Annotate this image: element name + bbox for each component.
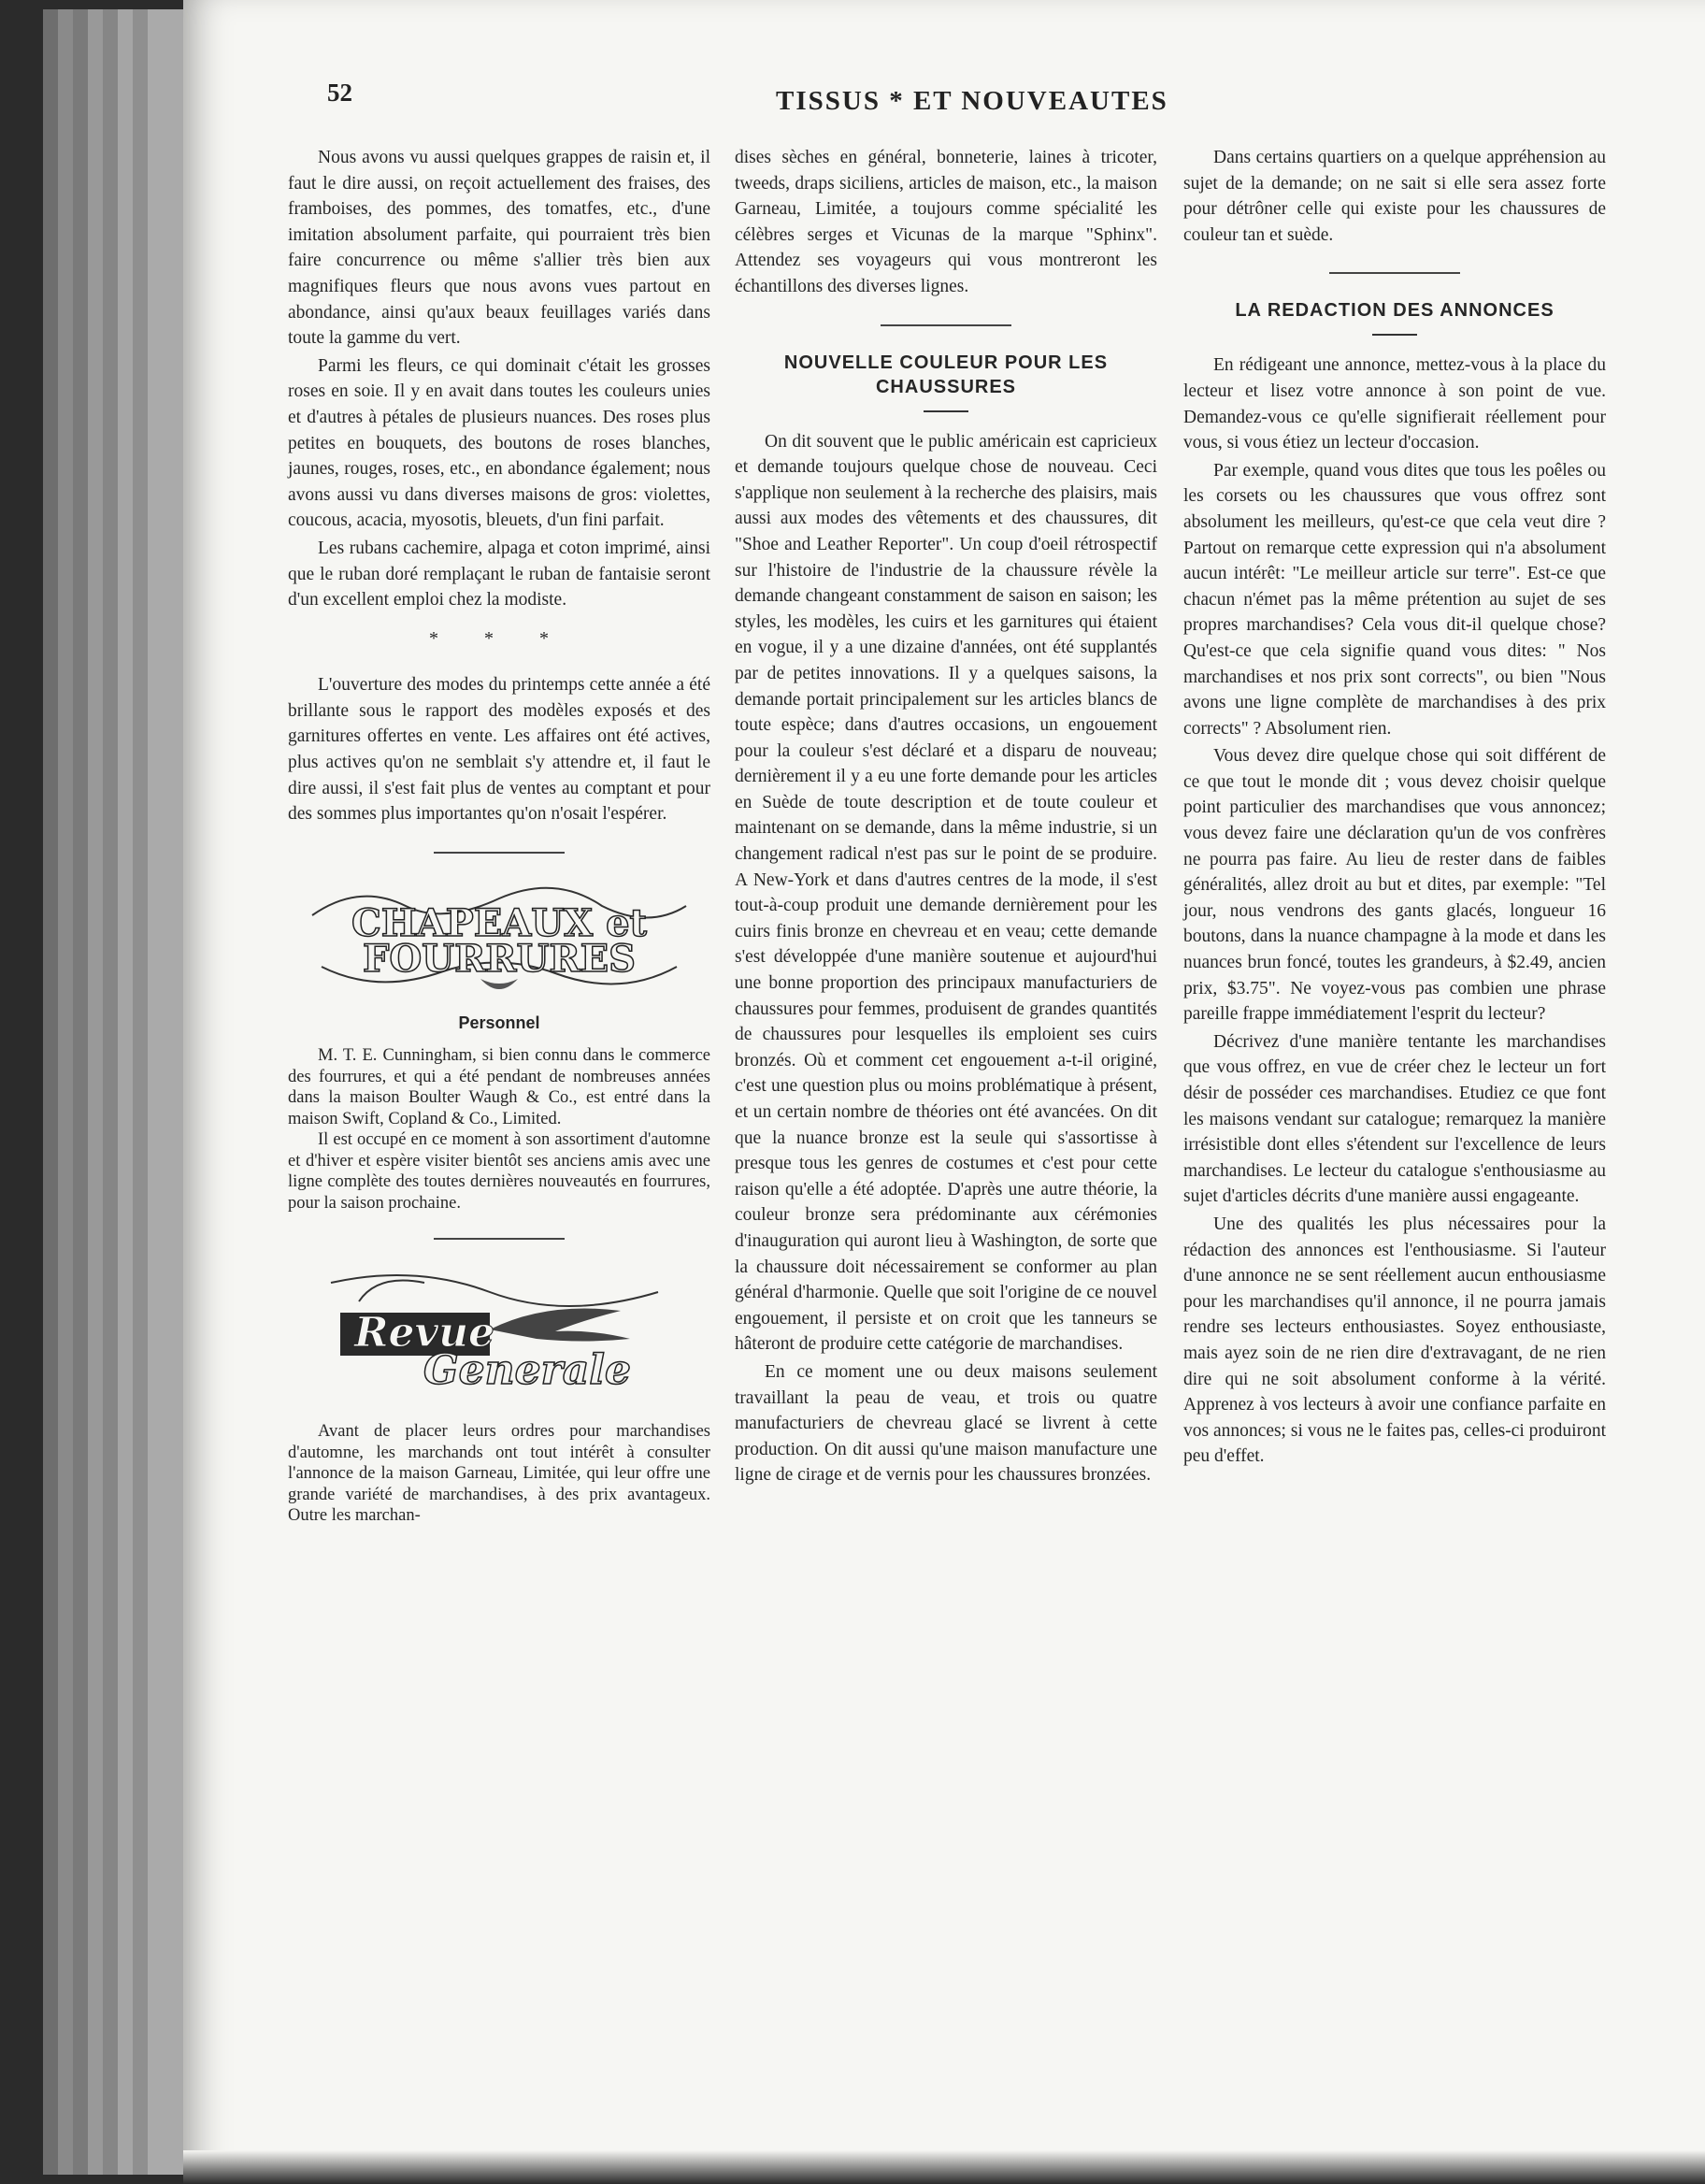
banner-title-line2: Generale	[423, 1346, 631, 1395]
page-number: 52	[327, 79, 352, 107]
paragraph: Vous devez dire quelque chose qui soit différent de ce que tout le monde dit ; vous devez choisir quelque point particulier des marchandises que vous annoncez; vous devez faire une déclaration qu'un de vos confrères ne pourra pas faire. Au lieu de rester dans de faibles généralités, allez droit au but et dites, par exemple: "Tel jour, nous vendrons des gants glacés, longueur 16 boutons, dans la nuance champagne à la mode et dans les nuances brun foncé, toutes les grandeurs, à $2.49, ancien prix, $3.75". Ne voyez-vous pas combien une phrase pareille frappe immédiatement l'esprit du lecteur?	[1183, 746, 1606, 1025]
banner-title-line1: Revue	[353, 1309, 495, 1358]
paragraph: En rédigeant une annonce, mettez-vous à la place du lecteur et lisez votre annonce à son point de vue. Demandez-vous ce qu'elle signifierait réellement pour vous, si vous étiez un lecteur d'occasion.	[1183, 355, 1606, 453]
section-heading: Personnel	[458, 1013, 540, 1032]
paragraph: Une des qualités les plus nécessaires pour la rédaction des annonces est l'enthousiasme. Si l'auteur d'une annonce ne se sent réellement aucun enthousiasme pour les marchandises qu'il annonce, il ne pourra jamais rendre ses lecteurs enthousiastes. Soyez enthousiaste, mais ayez soin de ne rien dire d'extravagant, de ne rien dire qui ne soit absolument conforme à la vérité. Apprenez à vos lecteurs à avoir une confiance parfaite en vos annonces; si vous ne le faites pas, celles-ci produiront peu d'effet.	[1183, 1214, 1606, 1467]
column-1	[288, 145, 710, 1527]
heading-dash	[924, 410, 968, 412]
paragraph: En ce moment une ou deux maisons seulement travaillant la peau de veau, et trois ou quatre manufacturiers de chevreau glacé se livrent à cette production. On dit aussi qu'une maison manufacture une ligne de cirage et de vernis pour les chaussures bronzées.	[735, 1361, 1157, 1486]
paragraph: Avant de placer leurs ordres pour marchandises d'automne, les marchands ont tout intérêt à consulter l'annonce de la maison Garneau, Limitée, qui leur offre une grande variété de marchandises, à des prix avantageux. Outre les marchan-	[288, 1422, 710, 1526]
banner-title-line1: CHAPEAUX et	[351, 900, 648, 945]
revue-generale-banner	[303, 1264, 695, 1404]
divider	[881, 324, 1011, 326]
column-2	[735, 145, 1157, 1490]
heading-dash	[1372, 334, 1417, 336]
page-edge	[148, 9, 187, 2175]
revue-block	[288, 1421, 710, 1527]
chapeaux-fourrures-banner	[303, 878, 695, 999]
paragraph: Dans certains quartiers on a quelque appréhension au sujet de la demande; on ne sait si elle sera assez forte pour détrôner celle qui existe pour les chaussures de couleur tan et suède.	[1183, 148, 1606, 245]
paragraph: Les rubans cachemire, alpaga et coton imprimé, ainsi que le ruban doré remplaçant le ruban de fantaisie seront d'un excellent emploi chez la modiste.	[288, 538, 710, 611]
article-heading: NOUVELLE COULEUR POUR LES CHAUSSURES	[783, 352, 1109, 397]
ornamental-banner-graphic	[303, 878, 695, 999]
paragraph: Par exemple, quand vous dites que tous les poêles ou les corsets ou les chaussures que vous offrez sont absolument les meilleurs, qu'est-ce que cela veut dire ? Partout on remarque cette expression qui n'a absolument aucun intérêt: "Le meilleur article sur terre". Est-ce que chacun n'émet pas la même prétention au sujet de ses propres marchandises? Cela vous dit-il quelque chose? Qu'est-ce que cela signifie quand vous dites: " Nos marchandises et nos prix sont corrects", ou bien "Nous avons une ligne complète de marchandises à des prix corrects" ? Absolument rien.	[1183, 460, 1606, 739]
banner-title-line2: FOURRURES	[362, 936, 637, 981]
ornamental-banner-graphic	[303, 1264, 695, 1404]
running-head: TISSUS * ET NOUVEAUTES	[776, 86, 1168, 116]
paragraph: Décrivez d'une manière tentante les marchandises que vous offrez, en vue de créer chez le lecteur un fort désir de posséder ces marchandises. Etudiez ce que font les maisons vendant sur catalogue; remarquez la manière irrésistible dont elles s'étendent sur l'excellence de leurs marchandises. Le lecteur du catalogue s'enthousiasme au sujet d'articles décrits d'une manière aussi engageante.	[1183, 1031, 1606, 1207]
personnel-block	[288, 1045, 710, 1214]
paragraph: Il est occupé en ce moment à son assortiment d'automne et d'hiver et espère visiter bientôt ses anciens amis avec une ligne complète des toutes dernières nouveautés en fourrures, pour la saison prochaine.	[288, 1130, 710, 1213]
divider	[434, 1238, 565, 1240]
divider	[1329, 272, 1460, 274]
column-3	[1183, 145, 1606, 1472]
paragraph: dises sèches en général, bonneterie, laines à tricoter, tweeds, draps siciliens, articles de maison, etc., la maison Garneau, Limitée, a toujours comme spécialité les célèbres serges et Vicunas de la marque "Sphinx". Attendez ses voyageurs qui vous montreront les échantillons des diverses lignes.	[735, 148, 1157, 296]
divider	[434, 852, 565, 854]
paragraph: L'ouverture des modes du printemps cette année a été brillante sous le rapport des modèles exposés et des garnitures offertes en vente. Les affaires ont été actives, plus actives qu'on ne semblait s'y attendre et, il faut le dire aussi, il s'est fait plus de ventes au comptant et pour des sommes plus importantes qu'on n'osait l'espérer.	[288, 675, 710, 825]
article-heading: LA REDACTION DES ANNONCES	[1235, 300, 1555, 322]
page-bottom-shadow	[183, 2150, 1705, 2184]
paragraph: Parmi les fleurs, ce qui dominait c'était les grosses roses en soie. Il y en avait dans toutes les couleurs unies et d'autres à pétales de plusieurs nuances. Des roses plus petites en bouquets, des boutons de roses blanches, jaunes, rouges, roses, etc., en abondance également; nous avons aussi vu dans diverses maisons de gros: violettes, coucous, acacia, myosotis, bleuets, d'un fini parfait.	[288, 355, 710, 531]
paragraph: Nous avons vu aussi quelques grappes de raisin et, il faut le dire aussi, on reçoit actuellement des fraises, des framboises, des pommes, des tomatfes, etc., d'une imitation absolument parfaite, qui pourraient très bien faire concurrence ou même s'allier très bien aux magnifiques fleurs que nous avons vues partout en abondance, ainsi qu'aux beaux feuillages variés dans toute la gamme du vert.	[288, 148, 710, 349]
paragraph: M. T. E. Cunningham, si bien connu dans le commerce des fourrures, et qui a été pendant de nombreuses années dans la maison Boulter Waugh & Co., est entré dans la maison Swift, Copland & Co., Limited.	[288, 1046, 710, 1128]
paragraph: On dit souvent que le public américain est capricieux et demande toujours quelque chose de nouveau. Ceci s'applique non seulement à la recherche des plaisirs, mais aussi aux modes des vêtements et des chaussures, dit "Shoe and Leather Reporter". Un coup d'oeil rétrospectif sur l'histoire de l'industrie de la chaussure révèle la demande changeant constamment de saison en saison; les styles, les modèles, les cuirs et les garnitures qui étaient en vogue, il y a une dizaine d'années, ont été supplantés par de petites innovations. Il y a quelques saisons, la demande portait principalement sur les articles blancs de toute espèce; dans d'autres occasions, un engouement pour la couleur s'est déclaré et a disparu de nouveau; dernièrement il y a eu une forte demande pour les articles en Suède de toute description et de toute couleur et maintenant on se demande, dans la même industrie, si un changement radical n'est pas sur le point de se produire. A New-York et dans d'autres centres de la mode, il s'est tout-à-coup produit une demande dernièrement pour les cuirs finis bronze en chevreau et en veau; cette demande s'est développée d'une manière soutenue et aujourd'hui une bonne proportion des principaux manufacturiers de chaussures pour femmes, produisent de grandes quantités de chaussures pour lesquelles ils emploient ses cuirs bronzés. Où et comment cet engouement a-t-il originé, c'est une question plus ou moins problématique à présent, et un certain nombre de théories ont été avancées. On dit que la nuance bronze est la seule qui s'assortisse à presque tous les genres de costumes et c'est pour cette raison qu'elle a été adoptée. D'après une autre théorie, la couleur bronze sera prédominante aux cérémonies d'inauguration qui auront lieu à Washington, de sorte que la chaussure doit nécessairement se conformer au plan général d'harmonie. Quelle que soit l'origine de ce nouvel engouement, il persiste et on croit que les tanneurs se hâteront de produire cette catégorie de marchandises.	[735, 431, 1157, 1355]
section-separator: * * *	[429, 627, 569, 649]
